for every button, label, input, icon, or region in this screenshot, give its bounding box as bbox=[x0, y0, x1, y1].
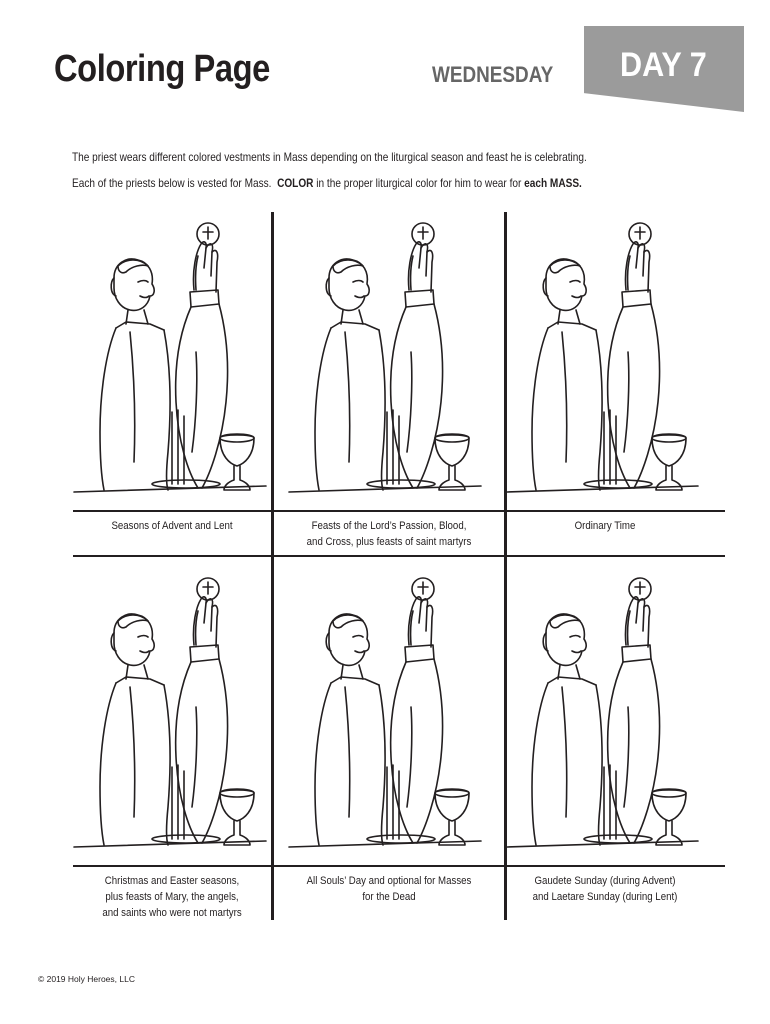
page-title: Coloring Page bbox=[54, 48, 270, 90]
priest-drawing bbox=[285, 212, 485, 512]
weekday-label: WEDNESDAY bbox=[432, 62, 554, 87]
day-number: DAY 7 bbox=[620, 46, 707, 84]
caption-line: and saints who were not martyrs bbox=[102, 907, 242, 919]
copyright-notice: © 2019 Holy Heroes, LLC bbox=[38, 974, 135, 984]
priest-illustration bbox=[285, 212, 485, 512]
row-divider bbox=[73, 555, 725, 557]
priest-drawing bbox=[285, 567, 485, 867]
intro-color-emphasis: COLOR bbox=[277, 176, 314, 190]
caption-panel-1 bbox=[64, 518, 280, 534]
caption-line: All Souls’ Day and optional for Masses bbox=[306, 875, 472, 887]
priest-illustration bbox=[502, 567, 702, 867]
priest-drawing bbox=[70, 567, 270, 867]
caption-panel-3 bbox=[497, 518, 713, 534]
intro-instruction-text: Each of the priests below is vested for Mass. bbox=[72, 176, 272, 190]
intro-line-1: The priest wears different colored vestments in Mass depending on the liturgical season and feast he is celebrating. bbox=[72, 150, 587, 164]
caption-line: Feasts of the Lord’s Passion, Blood, bbox=[311, 520, 467, 532]
caption-line: Seasons of Advent and Lent bbox=[111, 520, 233, 532]
caption-panel-5 bbox=[281, 873, 497, 905]
caption-panel-6 bbox=[497, 873, 713, 905]
priest-drawing bbox=[502, 212, 702, 512]
priest-drawing bbox=[70, 212, 270, 512]
caption-line: and Laetare Sunday (during Lent) bbox=[532, 891, 678, 903]
caption-line: Gaudete Sunday (during Advent) bbox=[534, 875, 676, 887]
intro-line-2 bbox=[72, 176, 626, 190]
priest-illustration bbox=[70, 567, 270, 867]
caption-line: Christmas and Easter seasons, bbox=[104, 875, 240, 887]
caption-panel-4 bbox=[64, 873, 280, 921]
caption-line: Ordinary Time bbox=[574, 520, 636, 532]
caption-line: for the Dead bbox=[362, 891, 416, 903]
priest-illustration bbox=[285, 567, 485, 867]
priest-illustration bbox=[70, 212, 270, 512]
intro-mass-emphasis: each MASS. bbox=[524, 176, 582, 190]
caption-line: and Cross, plus feasts of saint martyrs bbox=[306, 536, 472, 548]
caption-line: plus feasts of Mary, the angels, bbox=[105, 891, 239, 903]
priest-illustration bbox=[502, 212, 702, 512]
priest-drawing bbox=[502, 567, 702, 867]
intro-instruction-text-2: in the proper liturgical color for him to wear for bbox=[316, 176, 522, 190]
caption-panel-2 bbox=[281, 518, 497, 550]
grid-divider-left bbox=[271, 212, 274, 920]
